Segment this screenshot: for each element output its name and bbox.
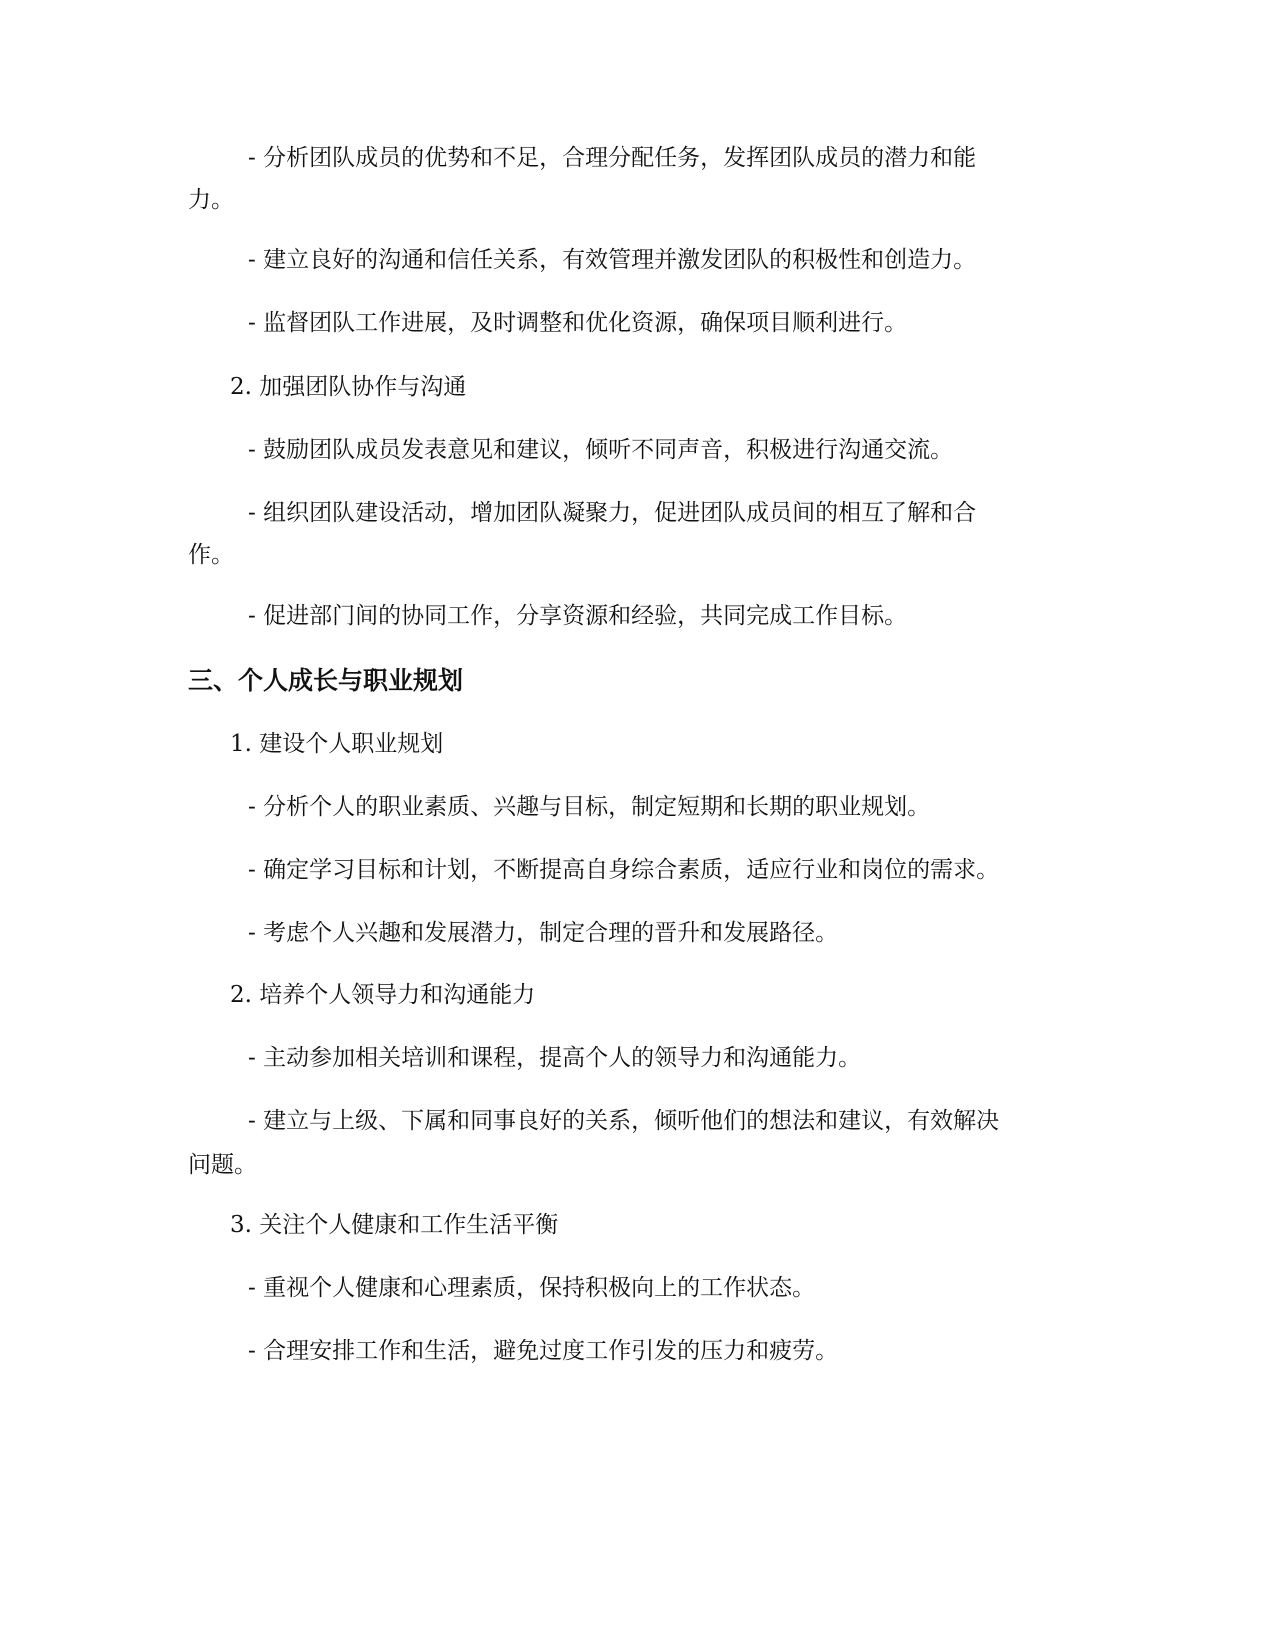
bullet-monitor-progress: - 监督团队工作进展，及时调整和优化资源，确保项目顺利进行。 — [248, 310, 908, 336]
bullet-cross-department: - 促进部门间的协同工作，分享资源和经验，共同完成工作目标。 — [248, 603, 908, 629]
bullet-training: - 主动参加相关培训和课程，提高个人的领导力和沟通能力。 — [248, 1045, 862, 1071]
subheading-health-balance: 3. 关注个人健康和工作生活平衡 — [230, 1212, 559, 1238]
bullet-health: - 重视个人健康和心理素质，保持积极向上的工作状态。 — [248, 1275, 816, 1301]
bullet-relationships: - 建立与上级、下属和同事良好的关系，倾听他们的想法和建议，有效解决 — [248, 1108, 1000, 1134]
subheading-career-plan: 1. 建设个人职业规划 — [230, 731, 444, 757]
bullet-analyze-members: - 分析团队成员的优势和不足，合理分配任务，发挥团队成员的潜力和能 — [248, 145, 977, 171]
section-heading-personal-growth: 三、个人成长与职业规划 — [188, 666, 464, 695]
bullet-encourage-opinions: - 鼓励团队成员发表意见和建议，倾听不同声音，积极进行沟通交流。 — [248, 437, 954, 463]
bullet-analyze-self: - 分析个人的职业素质、兴趣与目标，制定短期和长期的职业规划。 — [248, 794, 931, 820]
bullet-continuation: 作。 — [188, 542, 234, 568]
bullet-promotion-path: - 考虑个人兴趣和发展潜力，制定合理的晋升和发展路径。 — [248, 920, 839, 946]
bullet-team-building: - 组织团队建设活动，增加团队凝聚力，促进团队成员间的相互了解和合 — [248, 500, 977, 526]
bullet-build-trust: - 建立良好的沟通和信任关系，有效管理并激发团队的积极性和创造力。 — [248, 247, 977, 273]
bullet-learning-goals: - 确定学习目标和计划，不断提高自身综合素质，适应行业和岗位的需求。 — [248, 857, 1000, 883]
subheading-leadership: 2. 培养个人领导力和沟通能力 — [230, 982, 536, 1008]
subheading-teamwork: 2. 加强团队协作与沟通 — [230, 374, 467, 400]
bullet-continuation: 力。 — [188, 187, 234, 213]
bullet-work-life: - 合理安排工作和生活，避免过度工作引发的压力和疲劳。 — [248, 1338, 839, 1364]
bullet-continuation: 问题。 — [188, 1152, 257, 1178]
